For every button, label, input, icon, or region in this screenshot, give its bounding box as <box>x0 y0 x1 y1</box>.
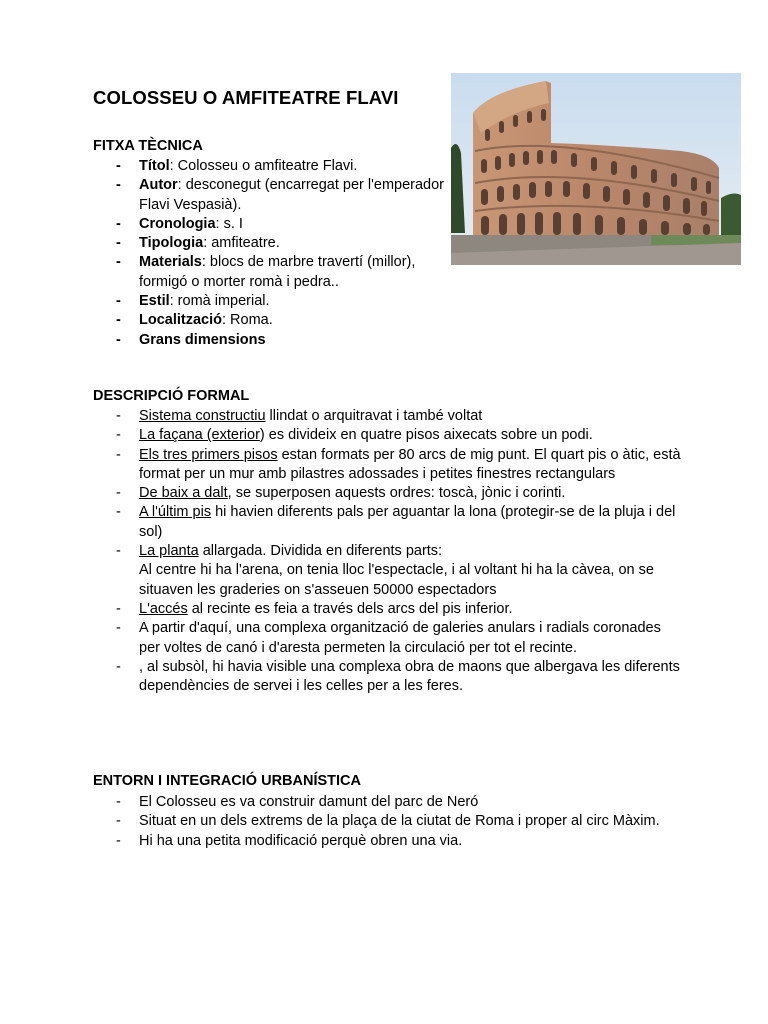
item-text: allargada. Dividida en diferents parts: <box>198 543 443 560</box>
underlined-term: La façana (exterior <box>139 427 260 444</box>
list-item <box>93 600 683 619</box>
item-text: ) es divideix en quatre pisos aixecats sobre un podi. <box>259 427 593 444</box>
bullet-dash: - <box>116 658 121 675</box>
page-title: COLOSSEU O AMFITEATRE FLAVI <box>93 87 399 108</box>
bullet-dash: - <box>116 504 121 521</box>
item-text: El Colosseu es va construir damunt del parc de Neró <box>139 794 479 810</box>
bullet-dash: - <box>116 312 121 329</box>
list-item <box>93 619 683 658</box>
field-value: : desconegut (encarregat per l'emperador Flavi Vespasià). <box>139 177 445 213</box>
list-item <box>93 215 453 234</box>
bullet-dash: - <box>116 600 121 617</box>
list-item <box>93 793 683 812</box>
list-item <box>93 503 683 542</box>
item-extra-text: Al centre hi ha l'arena, on tenia lloc l'espectacle, i al voltant hi ha la càvea, on se situaven les graderies on s'asseuen 50000 espectadors <box>139 562 654 598</box>
list-item <box>93 331 453 350</box>
list-item <box>93 253 453 292</box>
field-label: Títol <box>139 158 170 174</box>
list-item <box>93 658 683 697</box>
list-item <box>93 407 683 426</box>
list-item <box>93 426 683 445</box>
field-label: Localització <box>139 312 222 329</box>
field-value: : Roma. <box>222 312 273 329</box>
item-text: estan formats per 80 arcs de mig punt. El quart pis o àtic, està format per un mur amb pilastres adossades i petites finestres rectangulars <box>139 446 681 482</box>
bullet-dash: - <box>116 158 121 174</box>
field-label: Materials <box>139 254 202 271</box>
item-text: A partir d'aquí, una complexa organització de galeries anulars i radials coronades per voltes de canó i d'aresta permeten la circulació per tot el recinte. <box>139 620 661 656</box>
field-label: Grans dimensions <box>139 331 266 348</box>
section-heading-descripcio-formal: DESCRIPCIÓ FORMAL <box>93 388 250 404</box>
bullet-dash: - <box>116 427 121 444</box>
bullet-dash: - <box>116 254 121 271</box>
list-item <box>93 484 683 503</box>
colosseum-illustration <box>451 73 741 265</box>
field-value: : romà imperial. <box>169 293 270 310</box>
bullet-dash: - <box>116 215 121 232</box>
field-label: Tipologia <box>139 235 204 252</box>
list-item <box>93 234 453 253</box>
underlined-term: De baix a dalt <box>139 485 228 502</box>
field-label: Cronologia <box>139 215 216 232</box>
bullet-dash: - <box>116 177 121 194</box>
item-text: al recinte es feia a través dels arcs del pis inferior. <box>187 600 513 617</box>
field-value: : amfiteatre. <box>203 235 280 252</box>
underlined-term: Els tres primers pisos <box>139 446 278 463</box>
bullet-dash: - <box>116 293 121 310</box>
list-item <box>93 311 453 330</box>
list-item <box>93 446 683 485</box>
list-item <box>93 542 683 600</box>
underlined-term: La planta <box>139 543 199 560</box>
list-item <box>93 176 453 215</box>
bullet-dash: - <box>116 620 121 637</box>
section-heading-entorn: ENTORN I INTEGRACIÓ URBANÍSTICA <box>93 773 361 789</box>
section-heading-fitxa-tecnica: FITXA TÈCNICA <box>93 138 203 154</box>
item-text: Hi ha una petita modificació perquè obren una via. <box>139 832 463 849</box>
item-text: , se superposen aquests ordres: toscà, jònic i corinti. <box>227 485 566 502</box>
bullet-dash: - <box>116 543 121 560</box>
field-value: : blocs de marbre travertí (millor), formigó o morter romà i pedra.. <box>139 254 416 290</box>
field-value: : s. I <box>215 215 243 232</box>
bullet-dash: - <box>116 235 121 252</box>
bullet-dash: - <box>116 813 121 830</box>
item-text: llindat o arquitravat i també voltat <box>265 408 483 424</box>
bullet-dash: - <box>116 408 121 424</box>
bullet-dash: - <box>116 331 121 348</box>
colosseum-photo <box>451 73 741 265</box>
list-item <box>93 832 683 851</box>
underlined-term: A l'últim pis <box>139 504 212 521</box>
underlined-term: L'accés <box>139 600 188 617</box>
bullet-dash: - <box>116 485 121 502</box>
item-text: , al subsòl, hi havia visible una complexa obra de maons que albergava les diferents dependències de servei i les celles per a les feres. <box>139 658 680 695</box>
bullet-dash: - <box>116 832 121 849</box>
descripcio-formal-list <box>93 407 683 696</box>
entorn-list <box>93 793 683 851</box>
list-item <box>93 812 683 831</box>
list-item <box>93 157 453 176</box>
bullet-dash: - <box>116 446 121 463</box>
bullet-dash: - <box>116 794 121 810</box>
field-label: Autor <box>139 177 178 194</box>
field-value: : Colosseu o amfiteatre Flavi. <box>169 158 358 174</box>
item-text: hi havien diferents pals per aguantar la lona (protegir-se de la pluja i del sol) <box>139 504 676 540</box>
item-text: Situat en un dels extrems de la plaça de la ciutat de Roma i proper al circ Màxim. <box>139 813 660 830</box>
list-item <box>93 292 453 311</box>
fitxa-tecnica-list <box>93 157 453 350</box>
underlined-term: Sistema constructiu <box>139 408 266 424</box>
field-label: Estil <box>139 293 170 310</box>
